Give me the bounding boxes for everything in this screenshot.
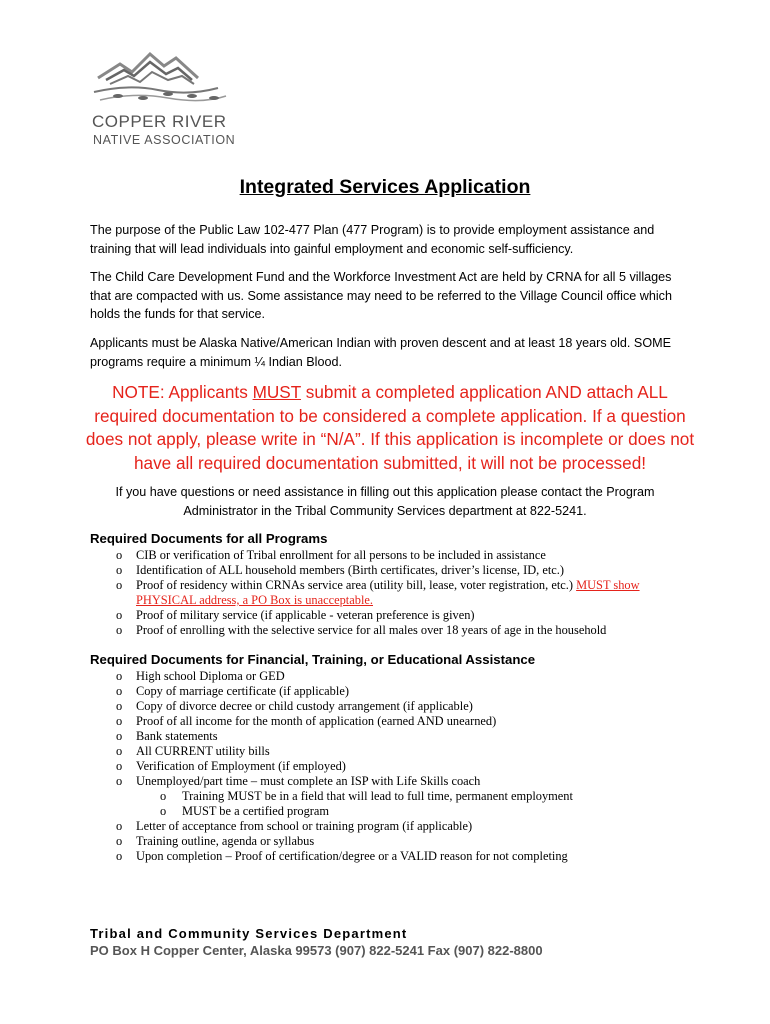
- footer-address: PO Box H Copper Center, Alaska 99573 (907) 822-5241 Fax (907) 822-8800: [90, 943, 543, 958]
- bullet-icon: o: [116, 759, 123, 773]
- purpose-paragraph: The purpose of the Public Law 102-477 Plan (477 Program) is to provide employment assistance and training that will lead individuals into gainful employment and economic self-sufficiency.: [90, 223, 655, 256]
- list-subitem: o Training MUST be in a field that will lead to full time, permanent employment: [160, 789, 573, 803]
- bullet-icon: o: [116, 834, 123, 848]
- list-item: o Identification of ALL household members (Birth certificates, driver’s license, ID, etc.): [116, 563, 565, 577]
- important-note: [80, 381, 700, 475]
- bullet-icon: o: [116, 608, 123, 622]
- bullet-icon: o: [116, 563, 123, 577]
- bullet-icon: o: [160, 789, 167, 803]
- list-item: o Verification of Employment (if employed): [116, 759, 346, 773]
- list-item: o Proof of all income for the month of application (earned AND unearned): [116, 714, 497, 728]
- page-title: Integrated Services Application: [239, 176, 531, 198]
- note-prefix: NOTE: Applicants: [112, 382, 253, 402]
- list-item: o Upon completion – Proof of certification/degree or a VALID reason for not completing: [116, 849, 568, 863]
- bullet-icon: o: [116, 578, 123, 592]
- list-item: o All CURRENT utility bills: [116, 744, 270, 758]
- bullet-icon: o: [116, 819, 123, 833]
- bullet-icon: o: [116, 744, 123, 758]
- bullet-icon: o: [116, 669, 123, 683]
- section2-list: [0, 669, 770, 864]
- list-item: o CIB or verification of Tribal enrollment for all persons to be included in assistance: [116, 548, 546, 562]
- list-item: o High school Diploma or GED: [116, 669, 285, 683]
- bullet-icon: o: [116, 849, 123, 863]
- list-item: o Training outline, agenda or syllabus: [116, 834, 315, 848]
- list-item: o Proof of residency within CRNAs service area (utility bill, lease, voter registration, etc.) MUST show PHYSICAL address, a PO Box is unacceptable.: [116, 578, 640, 607]
- list-subitem: o MUST be a certified program: [160, 804, 330, 818]
- note-body: submit a completed application AND attach ALL required documentation to be considered a complete application. If a question does not apply, please write in “N/A”. If this application is incomplete or does not have all required documentation submitted, it will not be processed!: [85, 382, 695, 473]
- bullet-icon: o: [116, 714, 123, 728]
- bullet-icon: o: [116, 699, 123, 713]
- bullet-icon: o: [116, 684, 123, 698]
- list-item: o Letter of acceptance from school or training program (if applicable): [116, 819, 473, 833]
- section1-heading: Required Documents for all Programs: [90, 531, 328, 546]
- list-item: o Unemployed/part time – must complete an ISP with Life Skills coach: [116, 774, 481, 788]
- bullet-icon: o: [116, 729, 123, 743]
- section1-list: [0, 548, 770, 638]
- bullet-icon: o: [116, 623, 123, 637]
- list-item: o Copy of marriage certificate (if applicable): [116, 684, 349, 698]
- logo-org-name-line2: NATIVE ASSOCIATION: [93, 133, 236, 147]
- funding-paragraph: The Child Care Development Fund and the Workforce Investment Act are held by CRNA for all 5 villages that are compacted with us. Some assistance may need to be referred to the Village Council office which holds the funds for that service.: [90, 270, 672, 321]
- section2-heading: Required Documents for Financial, Training, or Educational Assistance: [90, 652, 536, 667]
- bullet-icon: o: [160, 804, 167, 818]
- mountain-river-fish-logo-icon: [88, 48, 248, 110]
- note-emphasis: MUST: [252, 382, 301, 402]
- bullet-icon: o: [116, 774, 123, 788]
- list-item: o Proof of military service (if applicable - veteran preference is given): [116, 608, 475, 622]
- list-item: o Proof of enrolling with the selective service for all males over 18 years of age in the household: [116, 623, 607, 637]
- list-item: o Bank statements: [116, 729, 218, 743]
- eligibility-paragraph: Applicants must be Alaska Native/American Indian with proven descent and at least 18 years old. SOME programs require a minimum ¼ Indian Blood.: [90, 336, 672, 369]
- footer-department: Tribal and Community Services Department: [90, 926, 408, 941]
- logo-org-name-line1: COPPER RIVER: [92, 112, 227, 131]
- residency-warning: MUST show PHYSICAL address, a PO Box is unacceptable.: [136, 578, 640, 607]
- bullet-icon: o: [116, 548, 123, 562]
- contact-paragraph: If you have questions or need assistance in filling out this application please contact the Program Administrator in the Tribal Community Services department at 822-5241.: [115, 485, 655, 518]
- list-item: o Copy of divorce decree or child custody arrangement (if applicable): [116, 699, 473, 713]
- organization-logo: [88, 48, 248, 148]
